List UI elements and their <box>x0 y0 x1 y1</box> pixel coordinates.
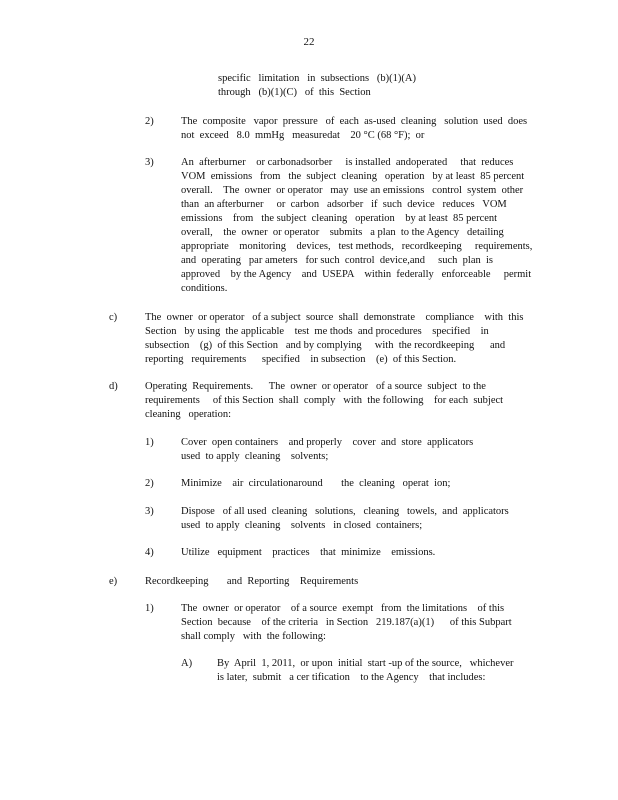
text-line: subsection (g) of this Section and by complying with the recordkeeping and <box>145 340 506 351</box>
text-line: reporting requirements specified in subsection (e) of this Section. <box>145 354 457 365</box>
item-label: 1) <box>145 603 154 614</box>
paragraph-d3 <box>181 505 509 533</box>
text-line: Cover open containers and properly cover and store applicators <box>181 437 474 448</box>
paragraph-e1 <box>181 602 512 644</box>
text-line: An afterburner or carbonadsorber is installed andoperated that reduces <box>181 157 514 168</box>
text-line: Operating Requirements. The owner or operator of a source subject to the <box>145 381 486 392</box>
text-line: and operating par ameters for such control device,and such plan is <box>181 255 493 266</box>
text-line: used to apply cleaning solvents; <box>181 451 329 462</box>
paragraph-b2 <box>181 115 537 143</box>
text-line: Dispose of all used cleaning solutions, cleaning towels, and applicators <box>181 506 509 517</box>
text-line: conditions. <box>181 283 228 294</box>
text-line: Minimize air circulationaround the cleaning operat ion; <box>181 478 451 489</box>
text-line: not exceed 8.0 mmHg measuredat 20 °C (68 °F); or <box>181 130 425 141</box>
section-heading-e <box>145 575 358 589</box>
text-line: than an afterburner or carbon adsorber if such device reduces VOM <box>181 199 507 210</box>
text-line: is later, submit a cer tification to the Agency that includes: <box>217 672 486 683</box>
text-line: Recordkeeping and Reporting Requirements <box>145 576 359 587</box>
paragraph-d1 <box>181 436 473 464</box>
text-line: VOM emissions from the subject cleaning operation by at least 85 percent <box>181 171 525 182</box>
text-line: shall comply with the following: <box>181 631 326 642</box>
text-line: The owner or operator of a source exempt from the limitations of this <box>181 603 505 614</box>
section-label: c) <box>109 312 118 323</box>
section-label: e) <box>109 576 118 587</box>
text-line: used to apply cleaning solvents in closed containers; <box>181 520 423 531</box>
text-line: Section by using the applicable test me thods and procedures specified in <box>145 326 489 337</box>
text-line: The composite vapor pressure of each as-used cleaning solution used does <box>181 116 528 127</box>
text-line: By April 1, 2011, or upon initial start -up of the source, whichever <box>217 658 514 669</box>
text-line: appropriate monitoring devices, test methods, recordkeeping requirements, <box>181 241 533 252</box>
text-line: The owner or operator of a subject source shall demonstrate compliance with this <box>145 312 524 323</box>
text-line: requirements of this Section shall comply with the following for each subject <box>145 395 504 406</box>
text-line: Utilize equipment practices that minimize emissions. <box>181 547 436 558</box>
text-line: Section because of the criteria in Section 219.187(a)(1) of this Subpart <box>181 617 512 628</box>
item-label: 2) <box>145 478 154 489</box>
item-label: 3) <box>145 157 154 168</box>
text-line: approved by the Agency and USEPA within federally enforceable permit <box>181 269 532 280</box>
text-line: overall, the owner or operator submits a plan to the Agency detailing <box>181 227 504 238</box>
page-number: 22 <box>303 36 315 48</box>
item-label: 4) <box>145 547 154 558</box>
item-label: A) <box>181 658 193 669</box>
item-label: 3) <box>145 506 154 517</box>
item-label: 1) <box>145 437 154 448</box>
paragraph-d2 <box>181 477 450 491</box>
paragraph-d <box>145 380 537 422</box>
paragraph-e1a <box>217 657 513 685</box>
text-line: cleaning operation: <box>145 409 232 420</box>
text-line: through (b)(1)(C) of this Section <box>218 87 371 98</box>
text-line: specific limitation in subsections (b)(1)(A) <box>218 73 416 84</box>
section-label: d) <box>109 381 118 392</box>
paragraph-b3 <box>181 156 537 296</box>
continuation-text <box>218 72 416 100</box>
item-label: 2) <box>145 116 154 127</box>
text-line: emissions from the subject cleaning operation by at least 85 percent <box>181 213 498 224</box>
paragraph-d4 <box>181 546 435 560</box>
text-line: overall. The owner or operator may use an emissions control system other <box>181 185 524 196</box>
paragraph-c <box>145 311 537 367</box>
